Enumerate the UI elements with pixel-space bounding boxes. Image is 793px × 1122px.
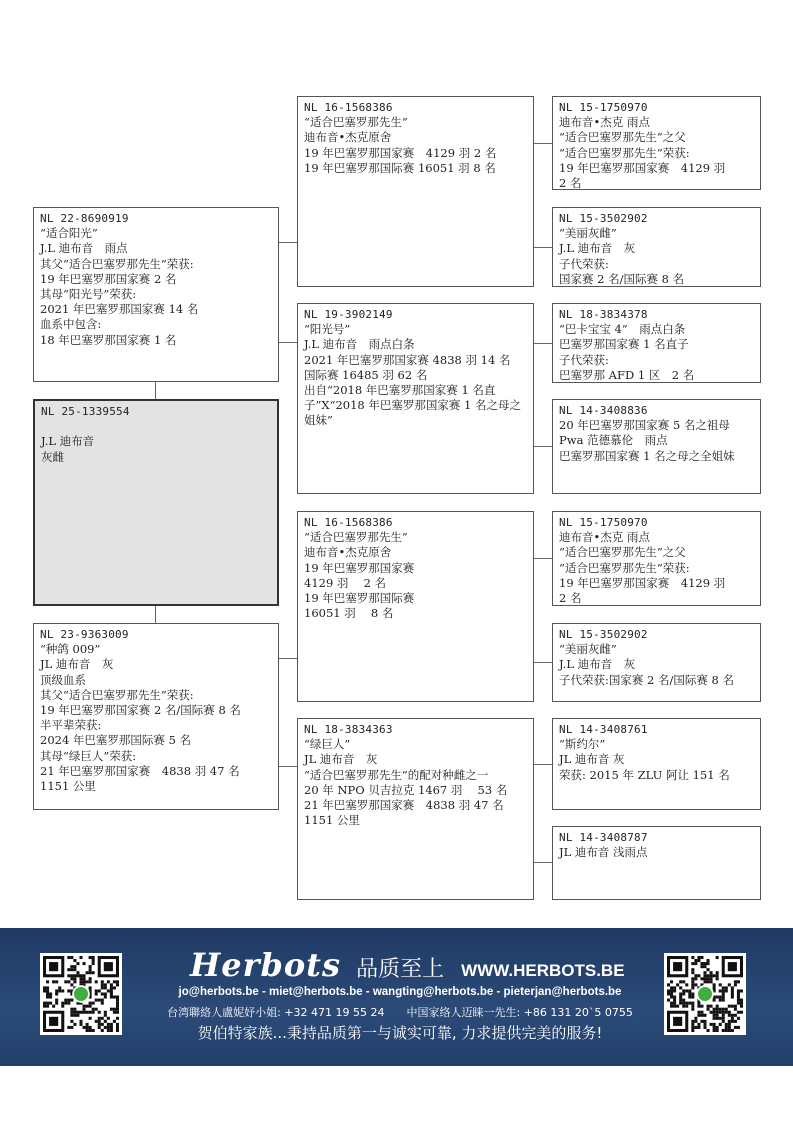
dam-dam-box — [297, 718, 534, 900]
pedigree-text-line: 顶级血系 — [40, 672, 86, 687]
pedigree-text-line: “适合阳光” — [40, 226, 98, 241]
ring-number: NL 18-3834363 — [304, 723, 393, 736]
connector-dam-dd — [279, 766, 297, 767]
website-link[interactable]: WWW.HERBOTS.BE — [461, 961, 625, 980]
pedigree-text-line: “美丽灰雌” — [559, 226, 617, 241]
ring-number: NL 15-1750970 — [559, 516, 648, 529]
connector-ds-dsd — [534, 662, 552, 663]
ring-number: NL 14-3408836 — [559, 404, 648, 417]
ring-number: NL 15-1750970 — [559, 101, 648, 114]
pedigree-text-line: 巴塞罗那国家赛 1 名之母之全姐妹 — [559, 448, 735, 463]
pedigree-text-line: 迪布音•杰克 雨点 — [559, 530, 650, 545]
pedigree-text-line: 16051 羽 8 名 — [304, 606, 394, 621]
ring-number: NL 19-3902149 — [304, 308, 393, 321]
pedigree-text-line: 19 年巴塞罗那国际赛 — [304, 591, 415, 606]
sire-box — [33, 207, 279, 382]
pedigree-text-line: 4129 羽 2 名 — [304, 575, 387, 590]
qr-code-left — [40, 953, 122, 1035]
pedigree-text-line: “适合巴塞罗那先生”之父 — [559, 545, 686, 560]
pedigree-text-line: J.L 迪布音 雨点白条 — [304, 337, 415, 352]
pedigree-text-line: 巴塞罗那国家赛 1 名直子 — [559, 337, 689, 352]
pedigree-text-line: 其父“适合巴塞罗那先生”荣获: — [40, 687, 194, 702]
pedigree-text-line: “巴卡宝宝 4” 雨点白条 — [559, 322, 686, 337]
pedigree-text-line: “适合巴塞罗那先生”的配对种雌之一 — [304, 767, 489, 782]
pedigree-text-line: 巴塞罗那 AFD 1 区 2 名 — [559, 367, 695, 382]
connector-sire-ss — [279, 242, 297, 243]
ring-number: NL 14-3408787 — [559, 831, 648, 844]
pedigree-text-line: 灰雌 — [41, 449, 64, 464]
pedigree-text-line: J.L 迪布音 — [41, 434, 95, 449]
connector-sd-sdd — [534, 446, 552, 447]
pedigree-text-line: 20 年 NPO 贝吉拉克 1467 羽 53 名 — [304, 782, 508, 797]
contact-emails[interactable]: jo@herbots.be - miet@herbots.be - wangting@herbots.be - pieterjan@herbots.be — [178, 986, 622, 998]
pedigree-text-line: Pwa 范德慕伦 雨点 — [559, 433, 668, 448]
sire-dam-sire-box — [552, 303, 761, 383]
dam-box — [33, 623, 279, 810]
connector-dd-ddd — [534, 862, 552, 863]
connector-dam-ds — [279, 658, 297, 659]
pedigree-text-line: 其母“绿巨人”荣获: — [40, 748, 137, 763]
ring-number: NL 16-1568386 — [304, 516, 393, 529]
pedigree-text-line: J.L 迪布音 灰 — [559, 241, 636, 256]
pedigree-text-line: “阳光号” — [304, 322, 351, 337]
pedigree-text-line: 国际赛 16485 羽 62 名 — [304, 367, 428, 382]
pedigree-text-line: 其母“阳光号”荣获: — [40, 287, 137, 302]
pedigree-text-line: “适合巴塞罗那先生” — [304, 115, 408, 130]
pedigree-text-line: 迪布音•杰克 雨点 — [559, 115, 650, 130]
footer-tagline: 贺伯特家族...秉持品质第一与诚实可靠, 力求提供完美的服务! — [197, 1024, 603, 1042]
pedigree-text-line: 出自“2018 年巴塞罗那国家赛 1 名直子”X“2018 年巴塞罗那国家赛 1 名之母之姐妹” — [304, 383, 521, 428]
sire-sire-box — [297, 96, 534, 287]
brand-row — [190, 946, 625, 986]
pedigree-text-line: 2 名 — [559, 591, 582, 606]
sire-sire-dam-box — [552, 207, 761, 287]
pedigree-text-line: JL 迪布音 灰 — [559, 752, 625, 767]
pedigree-text-line: 血系中包含: — [40, 317, 102, 332]
brand-logo: Herbots — [190, 946, 341, 984]
ring-number: NL 22-8690919 — [40, 212, 129, 225]
connector-ds-dss — [534, 558, 552, 559]
qr-code-right — [664, 953, 746, 1035]
pedigree-text-line: 2021 年巴塞罗那国家赛 4838 羽 14 名 — [304, 352, 511, 367]
pedigree-text-line: 半平辈荣获: — [40, 718, 102, 733]
sire-sire-sire-box — [552, 96, 761, 190]
pedigree-text-line: 19 年巴塞罗那国家赛 4129 羽 2 名 — [304, 145, 497, 160]
pedigree-text-line: 其父“适合巴塞罗那先生”荣获: — [40, 256, 194, 271]
pedigree-text-line: 1151 公里 — [304, 813, 360, 828]
pedigree-text-line: 子代荣获: — [559, 256, 609, 271]
pedigree-text-line: “适合巴塞罗那先生”荣获: — [559, 560, 690, 575]
dam-dam-dam-box — [552, 826, 761, 900]
pedigree-text-line: 18 年巴塞罗那国家赛 1 名 — [40, 332, 177, 347]
ring-number: NL 15-3502902 — [559, 628, 648, 641]
pedigree-text-line: 1151 公里 — [40, 779, 96, 794]
pedigree-text-line: JL 迪布音 灰 — [304, 752, 378, 767]
pedigree-text-line: 21 年巴塞罗那国家赛 4838 羽 47 名 — [40, 763, 240, 778]
pedigree-text-line: 20 年巴塞罗那国家赛 5 名之祖母 — [559, 418, 730, 433]
ring-number: NL 16-1568386 — [304, 101, 393, 114]
ring-number: NL 14-3408761 — [559, 723, 648, 736]
pedigree-text-line: 子代荣获: — [559, 352, 609, 367]
pedigree-text-line: JL 迪布音 灰 — [40, 657, 114, 672]
pedigree-text-line: 19 年巴塞罗那国家赛 4129 羽 — [559, 160, 726, 175]
connector-dd-dds — [534, 764, 552, 765]
pedigree-text-line: 子代荣获:国家赛 2 名/国际赛 8 名 — [559, 672, 735, 687]
connector-subject-dam — [155, 606, 156, 623]
pedigree-text-line: “适合巴塞罗那先生”之父 — [559, 130, 686, 145]
contact-phones: 台湾聯絡人盧妮妤小姐: +32 471 19 55 24 中国家络人迈睐一先生: +86 131 20`5 0755 — [167, 1006, 633, 1019]
sire-dam-dam-box — [552, 399, 761, 494]
connector-sd-sds — [534, 343, 552, 344]
pedigree-text-line: “种鸽 009” — [40, 642, 101, 657]
dam-sire-box — [297, 511, 534, 702]
connector-sire-sd — [279, 342, 297, 343]
pedigree-text-line: 21 年巴塞罗那国家赛 4838 羽 47 名 — [304, 798, 504, 813]
pedigree-text-line: 2024 年巴塞罗那国际赛 5 名 — [40, 733, 192, 748]
pedigree-text-line: 19 年巴塞罗那国家赛 — [304, 560, 415, 575]
pedigree-text-line: 迪布音•杰克原舍 — [304, 130, 392, 145]
pedigree-text-line: J.L 迪布音 灰 — [559, 657, 636, 672]
connector-ss-sss — [534, 143, 552, 144]
pedigree-text-line: 19 年巴塞罗那国际赛 16051 羽 8 名 — [304, 160, 496, 175]
connector-sire-subject — [155, 382, 156, 399]
subject-box — [33, 399, 279, 606]
pedigree-text-line: “斯约尔” — [559, 737, 606, 752]
dam-dam-sire-box — [552, 718, 761, 810]
pedigree-text-line: J.L 迪布音 雨点 — [40, 241, 128, 256]
ring-number: NL 25-1339554 — [41, 405, 130, 418]
qr-code-left-graphic — [43, 956, 119, 1032]
pedigree-text-line: 国家赛 2 名/国际赛 8 名 — [559, 271, 685, 286]
pedigree-text-line: 19 年巴塞罗那国家赛 2 名/国际赛 8 名 — [40, 703, 241, 718]
brand-slogan: 品质至上 — [356, 957, 445, 982]
pedigree-text-line: 19 年巴塞罗那国家赛 4129 羽 — [559, 575, 726, 590]
pedigree-text-line: 迪布音•杰克原舍 — [304, 545, 392, 560]
pedigree-text-line: JL 迪布音 浅雨点 — [559, 845, 648, 860]
footer-banner — [0, 928, 793, 1066]
pedigree-text-line: 荣获: 2015 年 ZLU 阿让 151 名 — [559, 767, 730, 782]
pedigree-text-line: 2 名 — [559, 176, 582, 190]
ring-number: NL 23-9363009 — [40, 628, 129, 641]
ring-number: NL 18-3834378 — [559, 308, 648, 321]
pedigree-text-line: 19 年巴塞罗那国家赛 2 名 — [40, 271, 177, 286]
pedigree-text-line — [41, 419, 271, 434]
connector-ss-ssd — [534, 247, 552, 248]
dam-sire-sire-box — [552, 511, 761, 606]
pedigree-text-line: 2021 年巴塞罗那国家赛 14 名 — [40, 302, 199, 317]
pedigree-text-line: “绿巨人” — [304, 737, 351, 752]
qr-code-right-graphic — [667, 956, 743, 1032]
pedigree-text-line: “美丽灰雌” — [559, 642, 617, 657]
ring-number: NL 15-3502902 — [559, 212, 648, 225]
sire-dam-box — [297, 303, 534, 494]
dam-sire-dam-box — [552, 623, 761, 702]
pedigree-text-line: “适合巴塞罗那先生” — [304, 530, 408, 545]
pedigree-text-line: “适合巴塞罗那先生”荣获: — [559, 145, 690, 160]
